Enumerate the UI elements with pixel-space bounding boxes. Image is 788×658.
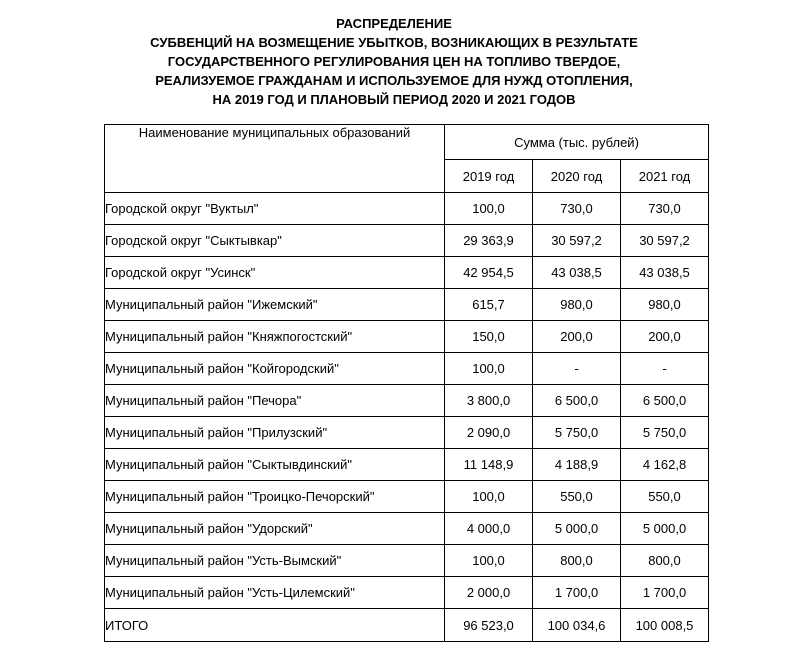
cell-name: Городской округ "Усинск" <box>105 257 445 289</box>
document-title <box>0 14 788 109</box>
cell-2021: 5 000,0 <box>621 513 709 545</box>
cell-2019: 100,0 <box>445 481 533 513</box>
cell-2021: 200,0 <box>621 321 709 353</box>
table-body <box>105 193 709 642</box>
cell-2019: 100,0 <box>445 545 533 577</box>
table-row <box>105 577 709 609</box>
cell-2020: 800,0 <box>533 545 621 577</box>
table-row <box>105 321 709 353</box>
table-row <box>105 513 709 545</box>
cell-2021: 4 162,8 <box>621 449 709 481</box>
cell-name: Муниципальный район "Сыктывдинский" <box>105 449 445 481</box>
table-row <box>105 225 709 257</box>
cell-2020: - <box>533 353 621 385</box>
cell-2019: 2 090,0 <box>445 417 533 449</box>
table-row <box>105 193 709 225</box>
table-row <box>105 545 709 577</box>
table-row <box>105 417 709 449</box>
cell-2020: 1 700,0 <box>533 577 621 609</box>
cell-name: Муниципальный район "Печора" <box>105 385 445 417</box>
cell-name: Муниципальный район "Усть-Цилемский" <box>105 577 445 609</box>
header-name: Наименование муниципальных образований <box>105 125 445 193</box>
cell-2020: 5 750,0 <box>533 417 621 449</box>
cell-2020: 4 188,9 <box>533 449 621 481</box>
title-line: СУБВЕНЦИЙ НА ВОЗМЕЩЕНИЕ УБЫТКОВ, ВОЗНИКАЮЩИХ В РЕЗУЛЬТАТЕ <box>150 35 638 50</box>
cell-2021: 5 750,0 <box>621 417 709 449</box>
cell-2019: 150,0 <box>445 321 533 353</box>
table-row <box>105 289 709 321</box>
cell-name: Муниципальный район "Прилузский" <box>105 417 445 449</box>
title-line: РЕАЛИЗУЕМОЕ ГРАЖДАНАМ И ИСПОЛЬЗУЕМОЕ ДЛЯ НУЖД ОТОПЛЕНИЯ, <box>155 73 633 88</box>
cell-name: Муниципальный район "Койгородский" <box>105 353 445 385</box>
cell-2021: 6 500,0 <box>621 385 709 417</box>
cell-2020: 5 000,0 <box>533 513 621 545</box>
total-2021: 100 008,5 <box>621 609 709 642</box>
cell-name: Городской округ "Сыктывкар" <box>105 225 445 257</box>
header-sum: Сумма (тыс. рублей) <box>445 125 709 160</box>
cell-2021: 730,0 <box>621 193 709 225</box>
cell-2019: 4 000,0 <box>445 513 533 545</box>
cell-2019: 3 800,0 <box>445 385 533 417</box>
distribution-table <box>104 124 709 642</box>
header-year-2021: 2021 год <box>621 160 709 193</box>
cell-2019: 29 363,9 <box>445 225 533 257</box>
cell-2020: 980,0 <box>533 289 621 321</box>
title-line: НА 2019 ГОД И ПЛАНОВЫЙ ПЕРИОД 2020 И 2021 ГОДОВ <box>212 92 576 107</box>
cell-2021: 550,0 <box>621 481 709 513</box>
cell-2021: 1 700,0 <box>621 577 709 609</box>
total-2020: 100 034,6 <box>533 609 621 642</box>
cell-2020: 730,0 <box>533 193 621 225</box>
table-row <box>105 353 709 385</box>
table-row <box>105 257 709 289</box>
cell-name: Муниципальный район "Троицко-Печорский" <box>105 481 445 513</box>
cell-name: Муниципальный район "Удорский" <box>105 513 445 545</box>
cell-2020: 200,0 <box>533 321 621 353</box>
cell-2020: 550,0 <box>533 481 621 513</box>
table-row <box>105 449 709 481</box>
cell-2019: 2 000,0 <box>445 577 533 609</box>
cell-name: Муниципальный район "Княжпогостский" <box>105 321 445 353</box>
cell-2020: 30 597,2 <box>533 225 621 257</box>
table-row <box>105 481 709 513</box>
total-label: ИТОГО <box>105 609 445 642</box>
cell-2021: - <box>621 353 709 385</box>
cell-2019: 100,0 <box>445 193 533 225</box>
total-row <box>105 609 709 642</box>
title-line: ГОСУДАРСТВЕННОГО РЕГУЛИРОВАНИЯ ЦЕН НА ТОПЛИВО ТВЕРДОЕ, <box>167 54 621 69</box>
cell-2020: 6 500,0 <box>533 385 621 417</box>
title-line: РАСПРЕДЕЛЕНИЕ <box>336 16 452 31</box>
cell-2020: 43 038,5 <box>533 257 621 289</box>
cell-2021: 980,0 <box>621 289 709 321</box>
header-year-2020: 2020 год <box>533 160 621 193</box>
cell-2021: 800,0 <box>621 545 709 577</box>
table-row <box>105 385 709 417</box>
cell-2019: 615,7 <box>445 289 533 321</box>
cell-2019: 42 954,5 <box>445 257 533 289</box>
cell-name: Муниципальный район "Усть-Вымский" <box>105 545 445 577</box>
cell-name: Городской округ "Вуктыл" <box>105 193 445 225</box>
total-2019: 96 523,0 <box>445 609 533 642</box>
header-year-2019: 2019 год <box>445 160 533 193</box>
cell-2021: 43 038,5 <box>621 257 709 289</box>
cell-2019: 100,0 <box>445 353 533 385</box>
cell-2021: 30 597,2 <box>621 225 709 257</box>
cell-2019: 11 148,9 <box>445 449 533 481</box>
cell-name: Муниципальный район "Ижемский" <box>105 289 445 321</box>
